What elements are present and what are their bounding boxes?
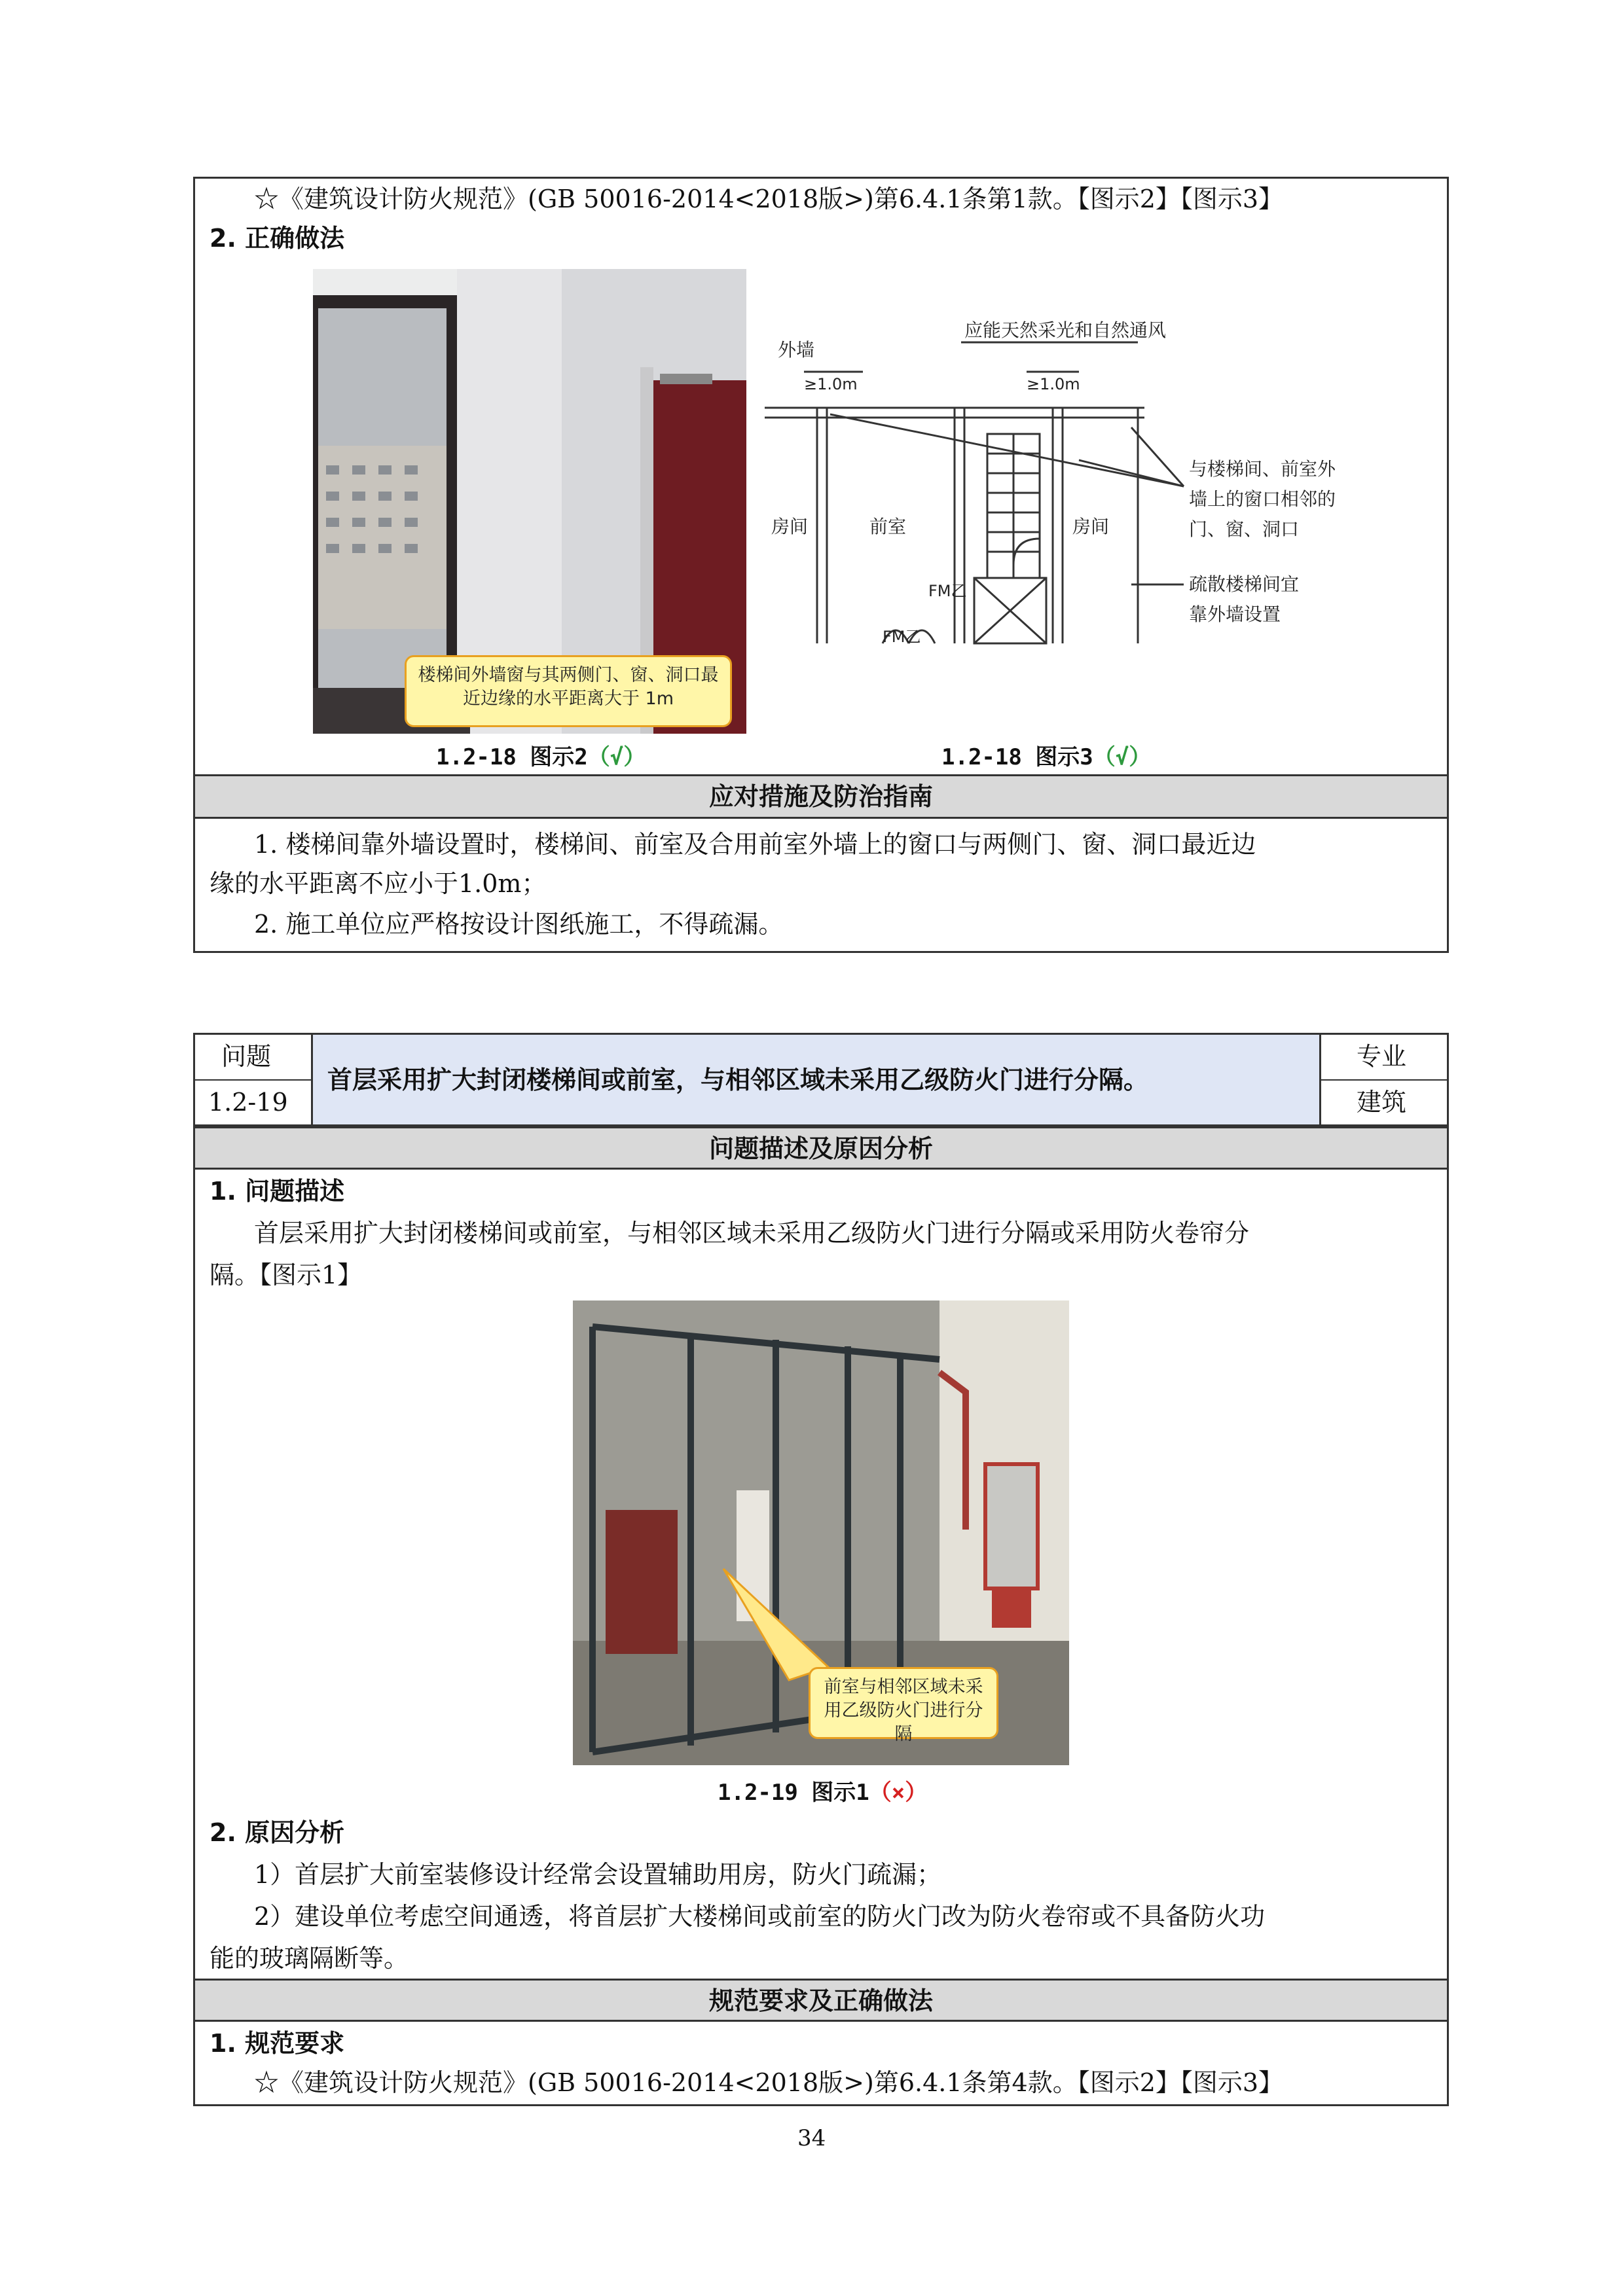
spec-reference: ☆《建筑设计防火规范》(GB 50016-2014<2018版>)第6.4.1条第1款。【图示2】【图示3】 <box>254 185 1284 213</box>
problem-description-line-1: 首层采用扩大封闭楼梯间或前室，与相邻区域未采用乙级防火门进行分隔或采用防火卷帘分 <box>254 1219 1250 1247</box>
spec-reference-2: ☆《建筑设计防火规范》(GB 50016-2014<2018版>)第6.4.1条第4款。【图示2】【图示3】 <box>254 2068 1284 2097</box>
measures-header: 应对措施及防治指南 <box>195 774 1447 819</box>
stairwell-plan-diagram <box>765 277 1419 735</box>
label-note-1-line-1: 与楼梯间、前室外 <box>1189 458 1336 480</box>
wrong-mark: （×） <box>869 1780 928 1806</box>
stairwell-window-photo <box>313 269 746 734</box>
correct-practice-title: 2. 正确做法 <box>210 224 345 253</box>
photo-callout-wrong: 前室与相邻区域未采用乙级防火门进行分隔 <box>809 1667 998 1739</box>
cause-2-line-2: 能的玻璃隔断等。 <box>210 1944 409 1973</box>
glass-partition-photo <box>573 1300 1069 1765</box>
figure-2-caption-text: 1.2-18 图示2 <box>436 744 588 770</box>
label-anteroom: 前室 <box>869 516 907 537</box>
major-value: 建筑 <box>1357 1088 1407 1117</box>
issue-code: 1.2-19 <box>208 1088 288 1117</box>
issue-section <box>193 1033 1449 2106</box>
top-section <box>193 177 1449 953</box>
photo-callout-correct: 楼梯间外墙窗与其两侧门、窗、洞口最近边缘的水平距离大于 1m <box>405 655 732 727</box>
label-outer-wall: 外墙 <box>778 339 815 361</box>
label-note-2-line-1: 疏散楼梯间宜 <box>1189 573 1300 595</box>
spec-header: 规范要求及正确做法 <box>195 1979 1447 2022</box>
figure-3-caption <box>941 739 1151 771</box>
correct-mark: （√） <box>587 744 646 770</box>
label-distance-1: ≥1.0m <box>804 375 858 393</box>
cause-analysis-title: 2. 原因分析 <box>210 1818 345 1847</box>
analysis-header: 问题描述及原因分析 <box>195 1126 1447 1170</box>
major-value-cell <box>1321 1081 1447 1126</box>
major-label-cell <box>1321 1035 1447 1081</box>
label-room-left: 房间 <box>771 516 809 537</box>
measure-1-line-1: 1. 楼梯间靠外墙设置时，楼梯间、前室及合用前室外墙上的窗口与两侧门、窗、洞口最近边 <box>254 830 1256 859</box>
spec-requirement-title: 1. 规范要求 <box>210 2029 345 2058</box>
cause-2-line-1: 2）建设单位考虑空间通透，将首层扩大楼梯间或前室的防火门改为防火卷帘或不具备防火功 <box>254 1902 1266 1931</box>
major-label: 专业 <box>1357 1042 1407 1071</box>
label-note-1-line-2: 墙上的窗口相邻的 <box>1189 488 1336 510</box>
label-note-2-line-2: 靠外墙设置 <box>1189 603 1281 625</box>
problem-description-title: 1. 问题描述 <box>210 1177 345 1206</box>
figure-2-caption <box>436 739 646 771</box>
issue-title-cell <box>313 1035 1321 1126</box>
issue-title: 首层采用扩大封闭楼梯间或前室，与相邻区域未采用乙级防火门进行分隔。 <box>327 1066 1149 1094</box>
label-distance-2: ≥1.0m <box>1027 375 1080 393</box>
measure-2: 2. 施工单位应严格按设计图纸施工，不得疏漏。 <box>254 910 784 939</box>
problem-description-line-2: 隔。【图示1】 <box>210 1261 363 1289</box>
label-room-right: 房间 <box>1072 516 1110 537</box>
measure-1-line-2: 缘的水平距离不应小于1.0m； <box>210 869 547 898</box>
cause-1: 1）首层扩大前室装修设计经常会设置辅助用房，防火门疏漏； <box>254 1860 942 1889</box>
correct-mark: （√） <box>1093 744 1152 770</box>
figure-1-caption-text: 1.2-19 图示1 <box>718 1780 869 1806</box>
label-note-1-line-3: 门、窗、洞口 <box>1189 518 1300 540</box>
figure-3-caption-text: 1.2-18 图示3 <box>941 744 1093 770</box>
issue-label-cell <box>195 1035 313 1081</box>
label-lighting-note: 应能天然采光和自然通风 <box>964 319 1167 341</box>
page-number: 34 <box>797 2125 826 2151</box>
issue-code-cell <box>195 1081 313 1126</box>
figure-1-caption <box>718 1774 927 1806</box>
issue-label: 问题 <box>221 1042 272 1071</box>
label-fm-2: FM乙 <box>883 628 921 646</box>
label-fm-1: FM乙 <box>928 582 967 600</box>
